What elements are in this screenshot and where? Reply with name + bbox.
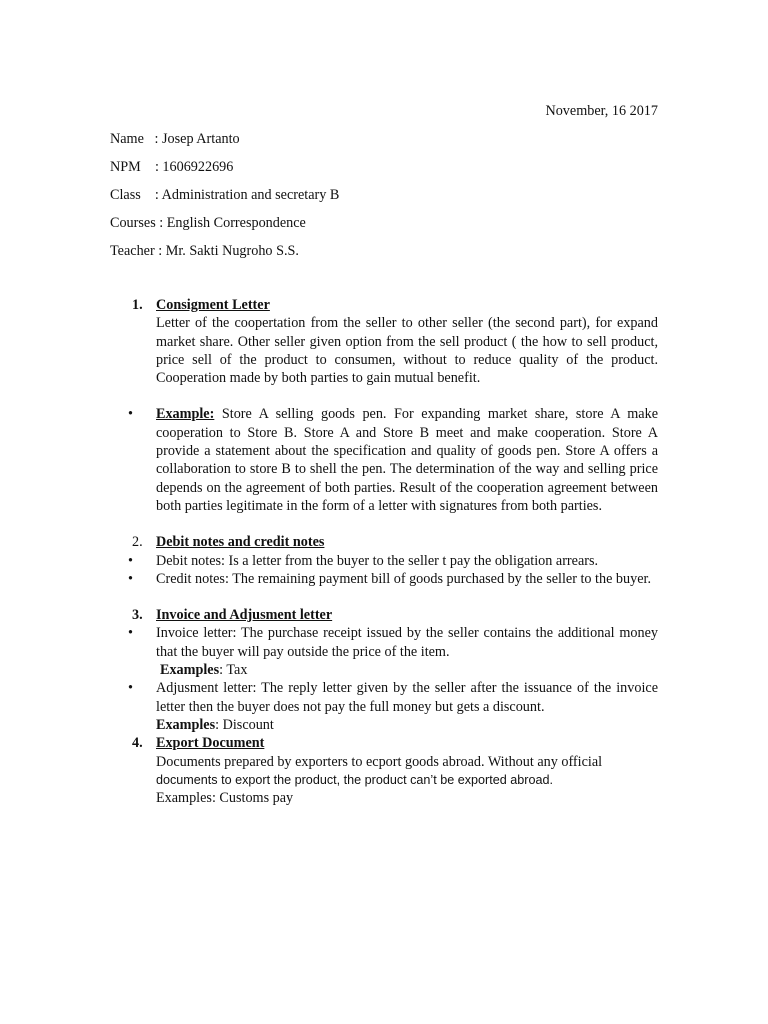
example-label: Example:	[156, 406, 215, 423]
name-line: Name : Josep Artanto	[110, 131, 240, 147]
example-label: Examples	[156, 716, 216, 733]
section-heading: Debit notes and credit notes	[156, 534, 325, 551]
bullet-text: Credit notes: The remaining payment bill of goods purchased by the seller to the buyer.	[156, 570, 652, 587]
section-debit-credit-notes	[110, 533, 658, 551]
bullet-text: Debit notes: Is a letter from the buyer to the seller t pay the obligation arrears.	[156, 552, 599, 569]
section-line: documents to export the product, the product can’t be exported abroad.	[156, 772, 553, 787]
section3-bullets	[110, 624, 658, 734]
bullet-text: Invoice letter: The purchase receipt issued by the seller contains the additional money that the buyer will pay outside the price of the item.	[156, 625, 658, 660]
invoice-letter-bullet	[110, 624, 658, 679]
letter-date: November, 16 2017	[545, 103, 658, 119]
courses-line: Courses : English Correspondence	[110, 215, 306, 231]
credit-notes-bullet	[110, 570, 658, 588]
section-heading: Invoice and Adjusment letter	[156, 607, 333, 624]
section-number: 1.	[132, 297, 143, 313]
adjusment-letter-bullet	[110, 679, 658, 734]
example-line	[156, 661, 658, 679]
bullet-dot: •	[128, 552, 133, 569]
section-number: 3.	[132, 607, 143, 624]
example-text: : Tax	[219, 662, 248, 679]
teacher-line: Teacher : Mr. Sakti Nugroho S.S.	[110, 243, 299, 259]
section-heading: Export Document	[156, 735, 265, 752]
section-number: 2.	[132, 534, 143, 551]
bullet-dot: •	[128, 625, 133, 642]
example-text: Store A selling goods pen. For expanding market share, store A make cooperation to Store B. Store A and Store B meet and make cooperation. Store A provide a statement about the specification and quality of goods pen. Store A offers a collaboration to store B to shell the pen. The determination of the way and selling price depends on the agreement of both parties. Result of the cooperation agreement between both parties legitimate in the form of a letter with signatures from both parties.	[156, 406, 658, 514]
bullet-dot: •	[128, 570, 133, 587]
section-body: Letter of the coopertation from the seller to other seller (the second part), for expand market share. Other seller given option from the sell product ( the how to sell product, price sell of the product to consumen, without to reduce quality of the product. Cooperation made by both parties to gain mutual benefit.	[156, 315, 658, 387]
example-bullet	[110, 405, 658, 515]
section2-bullets	[110, 552, 658, 589]
debit-notes-bullet	[110, 552, 658, 570]
section1-bullets	[110, 405, 658, 515]
section-line: Examples: Customs pay	[156, 790, 294, 807]
example-text: : Discount	[215, 716, 274, 733]
bullet-dot: •	[128, 406, 133, 423]
section-line: Documents prepared by exporters to ecport goods abroad. Without any official	[156, 753, 603, 770]
section-invoice-adjusment	[110, 606, 658, 624]
example-line	[156, 716, 658, 734]
example-label: Examples	[160, 662, 220, 679]
student-info	[110, 130, 339, 270]
section-heading: Consigment Letter	[156, 297, 270, 313]
class-line: Class : Administration and secretary B	[110, 187, 340, 203]
bullet-dot: •	[128, 680, 133, 697]
numbered-list	[110, 296, 658, 807]
npm-line: NPM : 1606922696	[110, 159, 234, 175]
section-consignment-letter	[110, 296, 658, 387]
section-number: 4.	[132, 735, 143, 752]
section-export-document	[110, 734, 658, 807]
bullet-text: Adjusment letter: The reply letter given by the seller after the issuance of the invoice letter then the buyer does not pay the full money but gets a discount.	[156, 680, 658, 715]
